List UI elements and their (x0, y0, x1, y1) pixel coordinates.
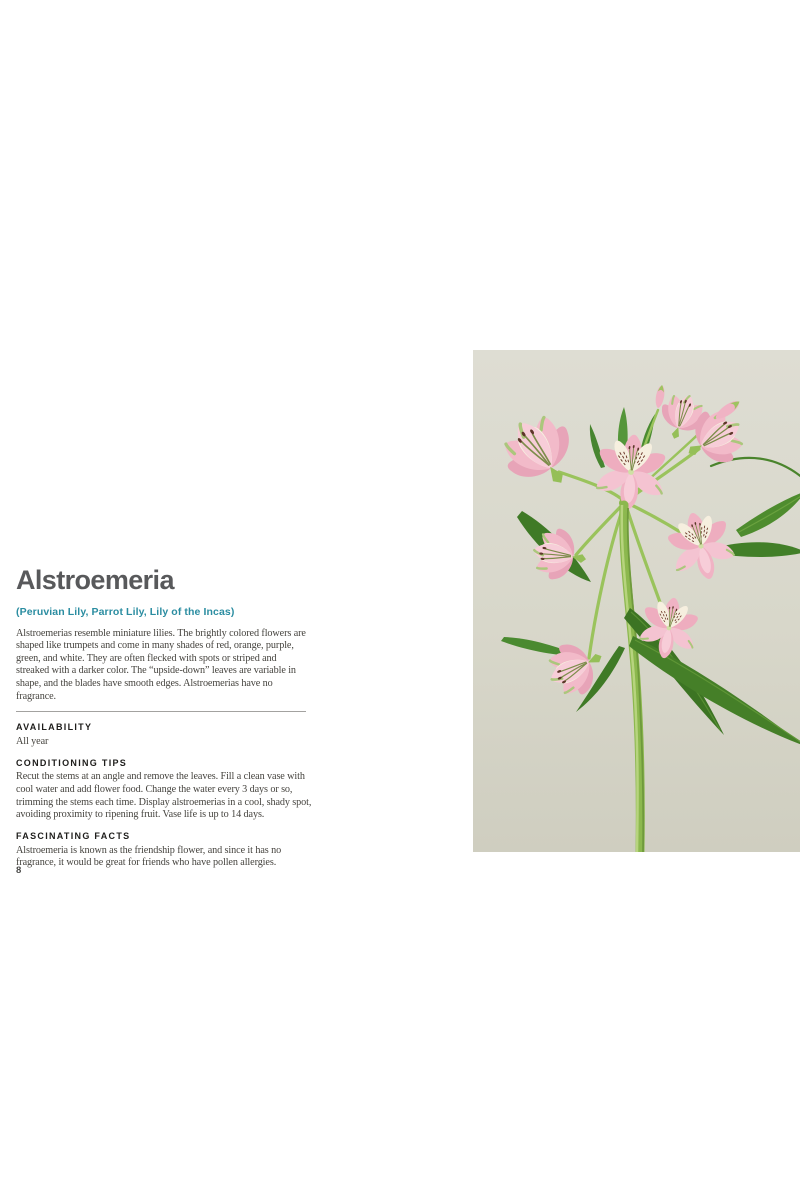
section-divider (16, 711, 306, 712)
availability-heading: AVAILABILITY (16, 722, 93, 733)
common-names-subtitle: (Peruvian Lily, Parrot Lily, Lily of the Incas) (16, 605, 235, 618)
fascinating-facts-section (16, 831, 312, 870)
conditioning-tips-body: Recut the stems at an angle and remove the leaves. Fill a clean vase with cool water and add flower food. Change the water every 3 days or so, trimming the stems each time. Display alstroemerias in a cool, shady spot, avoiding proximity to ripening fruit. Vase life is up to 14 days. (16, 771, 312, 821)
page-number: 8 (16, 865, 22, 876)
availability-section (16, 722, 312, 748)
flower-photo (473, 350, 800, 852)
flower-description: Alstroemerias resemble miniature lilies. The brightly colored flowers are shaped like trumpets and come in many shades of red, orange, purple, green, and white. They are often flecked with spots or striped and streaked with a darker color. The “upside-down” leaves are variable in shape, and the blades have smooth edges. Alstroemerias have no fragrance. (16, 627, 306, 702)
article-text-column (16, 566, 312, 879)
availability-body: All year (16, 736, 49, 748)
conditioning-tips-section (16, 758, 312, 822)
fascinating-facts-body: Alstroemeria is known as the friendship flower, and since it has no fragrance, it would be great for friends who have pollen allergies. (16, 844, 282, 869)
fascinating-facts-heading: FASCINATING FACTS (16, 830, 131, 841)
flower-photo-svg (473, 350, 800, 852)
page-title: Alstroemeria (16, 565, 174, 595)
conditioning-tips-heading: CONDITIONING TIPS (16, 757, 128, 768)
